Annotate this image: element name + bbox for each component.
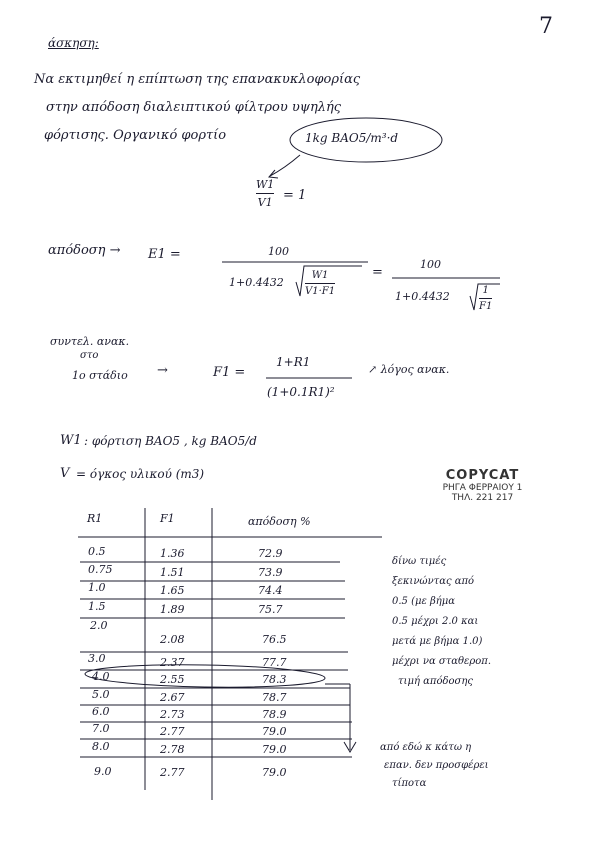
den1-rad-den: V1·F1: [305, 286, 336, 297]
side-note-line: 0.5 μέχρι 2.0 και: [392, 616, 479, 627]
recirc-label-1: συντελ. ανακ.: [50, 335, 130, 348]
table-header-r1: R1: [87, 512, 103, 525]
den1-rad-num: W1: [311, 270, 329, 281]
den2-rad-den: F1: [479, 301, 493, 312]
intro-line-1: Να εκτιμηθεί η επίπτωση της επανακυκλοφορίας: [34, 72, 361, 87]
table-cell-efficiency: 72.9: [258, 547, 283, 560]
side-note-line: μέχρι να σταθεροπ.: [392, 656, 492, 667]
table-cell-efficiency: 78.9: [262, 708, 287, 721]
side-note-line: μετά με βήμα 1.0): [392, 636, 483, 647]
table-cell-f1: 2.77: [160, 725, 185, 738]
definition-v-symbol: V: [60, 466, 70, 481]
table-cell-efficiency: 75.7: [258, 603, 283, 616]
table-cell-efficiency: 78.3: [262, 673, 287, 686]
table-cell-f1: 1.36: [160, 547, 185, 560]
table-cell-f1: 2.77: [160, 766, 185, 779]
side-note-line: τιμή απόδοσης: [398, 676, 473, 687]
side-note-line: ξεκινώντας από: [392, 576, 475, 587]
table-header-f1: F1: [160, 512, 175, 525]
table-cell-efficiency: 78.7: [262, 691, 287, 704]
definition-v-text: = όγκος υλικού (m3): [76, 467, 205, 481]
table-cell-efficiency: 73.9: [258, 566, 283, 579]
intro-line-2: στην απόδοση διαλειπτικού φίλτρου υψηλής: [46, 100, 342, 115]
table-cell-r1: 8.0: [92, 740, 110, 753]
table-cell-r1: 0.5: [88, 545, 106, 558]
table-cell-f1: 1.89: [160, 603, 185, 616]
table-cell-efficiency: 74.4: [258, 584, 283, 597]
recirc-label-3: 1ο στάδιο: [72, 369, 128, 382]
efficiency-den2-prefix: 1+0.4432: [395, 290, 450, 303]
efficiency-den1-prefix: 1+0.4432: [229, 276, 284, 289]
bottom-note-line: από εδώ κ κάτω η: [380, 742, 472, 753]
recirc-lhs: F1 =: [213, 365, 246, 380]
recirc-arrow: →: [157, 363, 168, 378]
den2-rad-num: 1: [482, 285, 489, 296]
recirc-numerator: 1+R1: [276, 355, 311, 369]
table-cell-r1: 4.0: [92, 670, 110, 683]
ratio-rhs: = 1: [283, 188, 307, 203]
efficiency-label: απόδοση →: [48, 243, 121, 258]
table-cell-efficiency: 79.0: [262, 766, 287, 779]
efficiency-numerator-2: 100: [420, 258, 441, 271]
table-cell-f1: 2.78: [160, 743, 185, 756]
table-cell-r1: 6.0: [92, 705, 110, 718]
page-number: 7: [539, 14, 553, 39]
bottom-note-line: επαν. δεν προσφέρει: [384, 760, 489, 771]
bottom-note-line: τίποτα: [392, 778, 427, 789]
table-cell-efficiency: 79.0: [262, 743, 287, 756]
table-cell-r1: 7.0: [92, 722, 110, 735]
stamp-line-3: ΤΗΛ. 221 217: [451, 493, 514, 503]
efficiency-lhs: E1 =: [148, 247, 181, 262]
table-cell-r1: 5.0: [92, 688, 110, 701]
stamp-line-1: COPYCAT: [445, 468, 520, 483]
table-cell-r1: 9.0: [94, 765, 112, 778]
table-cell-efficiency: 77.7: [262, 656, 287, 669]
stamp-line-2: ΡΗΓΑ ΦΕΡΡΑΙΟΥ 1: [442, 483, 523, 493]
table-cell-r1: 2.0: [90, 619, 108, 632]
table-cell-f1: 2.55: [160, 673, 185, 686]
intro-line-3: φόρτισης. Οργανικό φορτίο: [44, 128, 227, 143]
table-cell-f1: 2.08: [160, 633, 185, 646]
definition-w1-text: : φόρτιση BAO5 , kg BAO5/d: [84, 434, 257, 448]
table-cell-r1: 1.0: [88, 581, 106, 594]
table-cell-efficiency: 76.5: [262, 633, 287, 646]
table-cell-f1: 1.51: [160, 566, 185, 579]
table-cell-r1: 3.0: [88, 652, 106, 665]
efficiency-equals: =: [372, 265, 383, 280]
table-cell-r1: 0.75: [88, 563, 113, 576]
table-cell-efficiency: 79.0: [262, 725, 287, 738]
heading: άσκηση:: [48, 36, 99, 50]
recirc-denominator: (1+0.1R1)²: [267, 385, 335, 399]
efficiency-numerator: 100: [268, 245, 289, 258]
table-cell-r1: 1.5: [88, 600, 106, 613]
table-cell-f1: 2.37: [160, 656, 185, 669]
table-header-efficiency: απόδοση %: [248, 515, 311, 528]
definition-w1-symbol: W1: [60, 433, 82, 448]
recirc-note: ↗ λόγος ανακ.: [368, 363, 450, 376]
table-cell-f1: 2.67: [160, 691, 185, 704]
ratio-denominator: V1: [257, 196, 273, 209]
loading-value: 1kg BAO5/m³·d: [305, 131, 399, 145]
table-cell-f1: 1.65: [160, 584, 185, 597]
recirc-label-2: στο: [80, 350, 99, 361]
table-cell-f1: 2.73: [160, 708, 185, 721]
side-note-line: δίνω τιμές: [392, 556, 447, 567]
ratio-numerator: W1: [256, 178, 275, 191]
side-note-line: 0.5 (με βήμα: [392, 596, 456, 607]
